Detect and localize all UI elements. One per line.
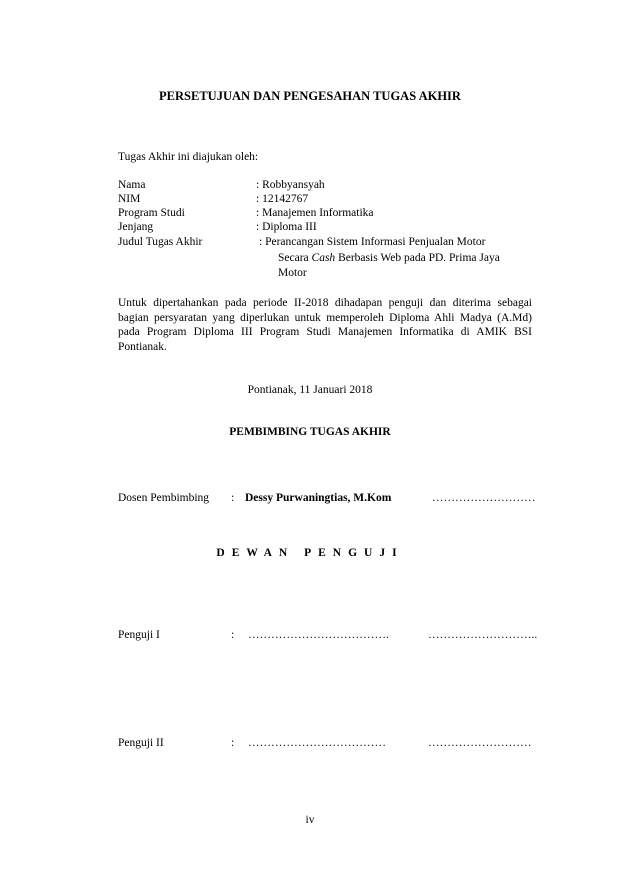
judul-line-2-pre: Secara: [278, 252, 312, 264]
penguji-2-signature-line: ………………………: [428, 737, 532, 749]
field-label-jenjang: Jenjang: [118, 221, 154, 233]
field-label-nim: NIM: [118, 193, 141, 205]
dosen-colon: :: [231, 492, 235, 504]
dewan-heading: DEWAN PENGUJI: [216, 547, 404, 559]
judul-line-2: [278, 251, 500, 265]
judul-line-2-post: Berbasis Web pada PD. Prima Jaya: [335, 252, 500, 264]
field-value-judul: : Perancangan Sistem Informasi Penjualan Motor: [259, 236, 486, 248]
penguji-1-label: Penguji I: [118, 629, 160, 641]
pembimbing-heading: PEMBIMBING TUGAS AKHIR: [229, 426, 391, 438]
dosen-label: Dosen Pembimbing: [118, 492, 210, 504]
intro-text: Tugas Akhir ini diajukan oleh:: [118, 151, 259, 163]
penguji-1-signature-line: ………………………..: [428, 629, 538, 641]
statement-paragraph: Untuk dipertahankan pada periode II-2018 dihadapan penguji dan diterima sebagai bagian persyaratan yang diperlukan untuk memperoleh Diploma Ahli Madya (A.Md) pada Program Diploma III Program Studi Manajemen Informatika di AMIK BSI Pontianak.: [118, 297, 532, 353]
penguji-2-label: Penguji II: [118, 737, 164, 749]
page-number: iv: [305, 814, 315, 826]
field-value-nim: : 12142767: [256, 193, 309, 205]
judul-line-3: Motor: [278, 267, 307, 279]
judul-line-2-italic: Cash: [311, 252, 336, 264]
penguji-1-name-line: ……………………………….: [248, 629, 389, 641]
penguji-1-colon: :: [231, 629, 235, 641]
field-label-judul: Judul Tugas Akhir: [118, 236, 203, 248]
field-value-jenjang: : Diploma III: [256, 221, 317, 233]
field-value-nama: : Robbyansyah: [256, 179, 325, 191]
dosen-signature-line: ………………………: [432, 492, 536, 504]
penguji-2-name-line: ………………………………: [248, 737, 386, 749]
field-label-nama: Nama: [118, 179, 146, 191]
penguji-2-colon: :: [231, 737, 235, 749]
document-title: PERSETUJUAN DAN PENGESAHAN TUGAS AKHIR: [159, 89, 461, 103]
field-value-program-studi: : Manajemen Informatika: [256, 207, 374, 219]
place-date: Pontianak, 11 Januari 2018: [247, 384, 373, 396]
field-label-program-studi: Program Studi: [118, 207, 185, 219]
dosen-name: Dessy Purwaningtias, M.Kom: [245, 492, 392, 504]
